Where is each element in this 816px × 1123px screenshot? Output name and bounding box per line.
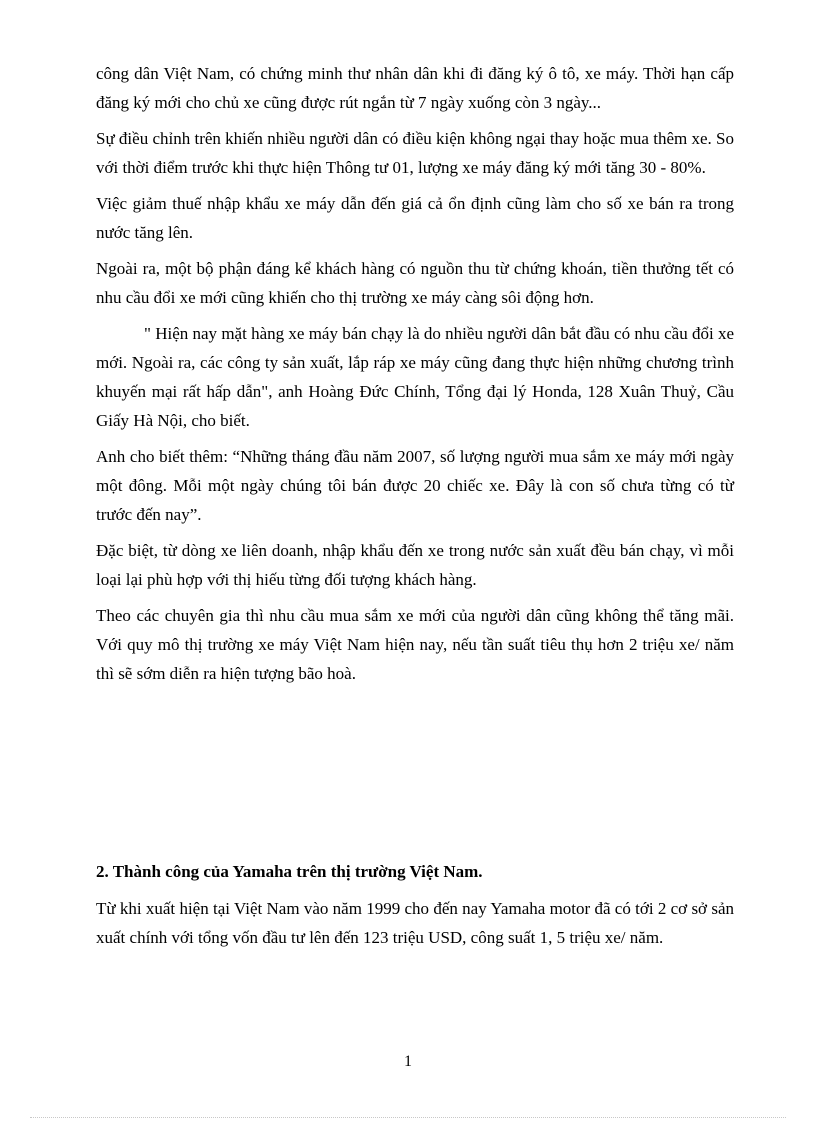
paragraph-customers: Ngoài ra, một bộ phận đáng kể khách hàng có nguồn thu từ chứng khoán, tiền thưởng tết có nhu cầu đổi xe mới cũng khiến cho thị trường xe máy càng sôi động hơn. [96,259,734,307]
paragraph-special: Đặc biệt, từ dòng xe liên doanh, nhập khẩu đến xe trong nước sản xuất đều bán chạy, vì mỗi loại lại phù hợp với thị hiếu từng đối tượng khách hàng. [96,541,734,589]
paragraph-experts: Theo các chuyên gia thì nhu cầu mua sắm xe mới của người dân cũng không thể tăng mãi. Với quy mô thị trường xe máy Việt Nam hiện nay, nếu tần suất tiêu thụ hơn 2 triệu xe/ năm thì sẽ sớm diễn ra hiện tượng bão hoà. [96,606,734,683]
paragraph-adjustment: Sự điều chỉnh trên khiến nhiều người dân có điều kiện không ngại thay hoặc mua thêm xe. So với thời điểm trước khi thực hiện Thông tư 01, lượng xe máy đăng ký mới tăng 30 - 80%. [96,129,734,177]
paragraph-import-tax: Việc giảm thuế nhập khẩu xe máy dẫn đến giá cả ổn định cũng làm cho số xe bán ra trong nước tăng lên. [96,194,734,242]
paragraph-additional: Anh cho biết thêm: “Những tháng đầu năm 2007, số lượng người mua sắm xe máy mới ngày một đông. Mỗi một ngày chúng tôi bán được 20 chiếc xe. Đây là con số chưa từng có từ trước đến nay”. [96,447,734,524]
section-paragraph: Từ khi xuất hiện tại Việt Nam vào năm 1999 cho đến nay Yamaha motor đã có tới 2 cơ sở sản xuất chính với tổng vốn đầu tư lên đến 123 triệu USD, công suất 1, 5 triệu xe/ năm. [96,899,734,947]
page-number: 1 [404,1053,412,1070]
paragraph-quote: " Hiện nay mặt hàng xe máy bán chạy là do nhiều người dân bắt đầu có nhu cầu đổi xe mới. Ngoài ra, các công ty sản xuất, lắp ráp xe máy cũng đang thực hiện những chương trình khuyến mại rất hấp dẫn", anh Hoàng Đức Chính, Tổng đại lý Honda, 128 Xuân Thuỷ, Cầu Giấy Hà Nội, cho biết. [96,324,734,430]
document-body [96,59,734,695]
page-bottom-divider [30,1117,786,1118]
paragraph-registration: công dân Việt Nam, có chứng minh thư nhân dân khi đi đăng ký ô tô, xe máy. Thời hạn cấp đăng ký mới cho chủ xe cũng được rút ngắn từ 7 ngày xuống còn 3 ngày... [96,64,734,112]
section-heading: 2. Thành công của Yamaha trên thị trường Việt Nam. [96,862,483,881]
